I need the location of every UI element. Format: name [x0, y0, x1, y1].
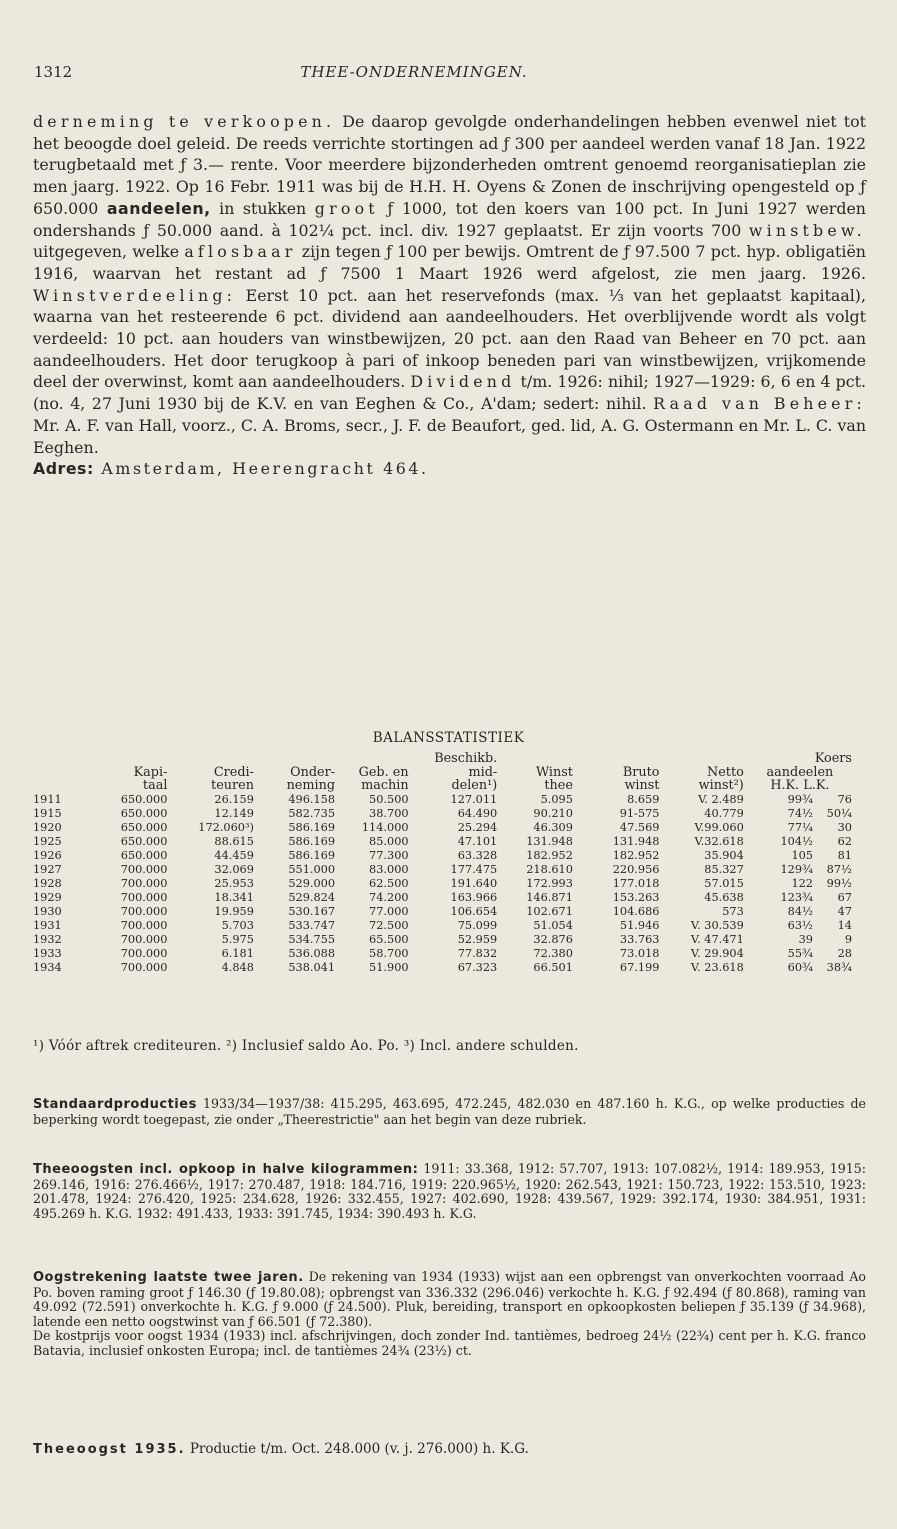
section-text: 1911: 33.368, 1912: 57.707, 1913: 107.082½, 1914: 189.953, 1915: 269.146, 1916: 276.466½, 1917: 270.487, 1918: 184.716, 1919: 220.965½, 1920: 262.543, 1921: 150.723, 1922: 153.510, 1923: 201.478, 1924: 276.420, 1925: 234.628, 1926: 332.455, 1927: 402.690, 1928: 439.567, 1929: 392.174, 1930: 384.951, 1931: 495.269 h. K.G. 1932: 491.433, 1933: 391.745, 1934: 390.493 h. K.G.: [33, 1161, 866, 1221]
table-cell: 73.018: [619, 946, 660, 960]
section-label: Standaardproducties: [33, 1097, 197, 1112]
table-cell: 172.060³): [198, 820, 254, 834]
col-beschikbaar: Beschikb. mid- delen¹): [434, 751, 498, 793]
table-row: [33, 919, 856, 933]
table-cell: 74½: [787, 806, 813, 820]
table-cell: 64.490: [457, 806, 498, 820]
table-row: [33, 877, 856, 891]
table-cell: 55¾: [787, 946, 813, 960]
balance-statistics-title: BALANSSTATISTIEK: [372, 730, 525, 746]
table-cell: 58.700: [369, 946, 409, 960]
table-cell: 551.000: [288, 862, 336, 876]
table-footnote: ¹) Vóór aftrek crediteuren. ²) Inclusief saldo Ao. Po. ³) Incl. andere schulden.: [33, 1038, 579, 1054]
table-cell: 8.659: [627, 792, 660, 806]
table-cell: 131.948: [526, 834, 573, 848]
col-netto-winst: Netto winst²): [698, 764, 744, 793]
table-cell: 122: [791, 876, 813, 890]
section-text: 1933/34—1937/38: 415.295, 463.695, 472.245, 482.030 en 487.160 h. K.G., op welke producties de beperking wordt toegepast, zie onder „Theerestrictie" aan het begin van deze rubriek.: [33, 1096, 866, 1127]
table-cell: 182.952: [526, 848, 573, 862]
table-cell: 47.101: [457, 834, 498, 848]
table-row: [33, 947, 856, 961]
table-cell: 1925: [33, 834, 62, 848]
table-cell: 538.041: [288, 960, 336, 974]
table-cell: 573: [722, 904, 744, 918]
col-koers: Koers aandeelen H.K. L.K.: [766, 751, 852, 793]
text-run: Eerst 10 pct. aan het reservefonds (max. ⅓ van het geplaatst kapitaal), waarna van het resteerende 6 pct. dividend aan aandeelhouders. Het overblijvende wordt als volgt verdeeld: 10 pct. aan houders van winstbewijzen, 20 pct. aan den Raad van Beheer en 70 pct. aan aandeelhouders. Het door terugkoop à pari of inkoop beneden pari van winstbewijzen, vrijkomende deel der overwinst, komt aan aandeelhouders.: [33, 285, 866, 392]
table-cell: 650.000: [120, 834, 168, 848]
table-cell: 62.500: [369, 876, 409, 890]
table-cell: 1933: [33, 946, 62, 960]
table-cell: 530.167: [288, 904, 336, 918]
table-row: [33, 933, 856, 947]
table-cell: 586.169: [288, 848, 336, 862]
text-run: zijn tegen ƒ 100 per bewijs. Omtrent de ƒ 97.500 7 pct. hyp. obligatiën 1916, waarvan het restant ad ƒ 7500 1 Maart 1926 werd afgelost, zie men jaarg. 1926.: [33, 242, 866, 283]
running-title: THEE-ONDERNEMINGEN.: [300, 63, 528, 81]
table-cell: 1911: [33, 792, 62, 806]
table-cell: 5.703: [221, 918, 254, 932]
table-cell: 45.638: [704, 890, 744, 904]
table-cell: 700.000: [120, 904, 168, 918]
table-cell: 32.876: [533, 932, 573, 946]
table-cell: 76: [837, 792, 852, 806]
table-cell: 700.000: [120, 890, 168, 904]
table-cell: 51.054: [533, 918, 573, 932]
table-cell: 182.952: [612, 848, 660, 862]
address-label: Adres:: [33, 459, 94, 479]
table-cell: 77.832: [457, 946, 498, 960]
text-run: De daarop gevolgde onderhandelingen hebben evenwel niet tot het beoogde doel geleid. De reeds verrichte stortingen ad ƒ 300 per aandeel werden vanaf 18 Jan. 1922 terugbetaald met ƒ 3.— rente. Voor meerdere bijzonderheden omtrent genoemd reorganisatieplan zie men jaarg. 1922. Op 16 Febr. 1911 was bij de H.H. H. Oyens & Zonen de inschrijving opengesteld op ƒ 650.000: [33, 112, 867, 218]
table-cell: 12.149: [214, 806, 254, 820]
table-cell: 1929: [33, 890, 62, 904]
table-row: [33, 807, 856, 821]
table-row: [33, 793, 856, 807]
table-cell: 83.000: [369, 862, 409, 876]
table-cell: 700.000: [120, 876, 168, 890]
table-cell: 14: [837, 918, 852, 932]
table-cell: 51.946: [619, 918, 660, 932]
table-cell: 1915: [33, 806, 62, 820]
spaced-text: winstbew.: [748, 220, 866, 240]
table-cell: 74.200: [369, 890, 409, 904]
table-cell: 5.095: [540, 792, 573, 806]
address-line: [33, 458, 866, 480]
table-cell: 72.500: [369, 918, 409, 932]
text-run: uitgegeven, welke: [33, 242, 185, 262]
table-cell: 650.000: [120, 806, 168, 820]
table-row: [33, 821, 856, 835]
table-cell: 1920: [33, 820, 62, 834]
table-cell: V. 23.618: [690, 960, 744, 974]
col-kapitaal: Kapi- taal: [133, 764, 168, 793]
table-cell: 50¼: [826, 806, 852, 820]
table-cell: 67.323: [457, 960, 498, 974]
table-cell: 67.199: [619, 960, 660, 974]
table-cell: 4.848: [221, 960, 254, 974]
table-cell: 534.755: [288, 932, 336, 946]
spaced-text: Dividend: [410, 372, 516, 392]
col-onderneming: Onder- neming: [286, 764, 336, 793]
table-cell: 25.294: [457, 820, 498, 834]
table-cell: 19.959: [214, 904, 254, 918]
table-cell: 51.900: [369, 960, 409, 974]
table-cell: 67: [837, 890, 852, 904]
table-cell: 25.953: [214, 876, 254, 890]
table-cell: 28: [837, 946, 852, 960]
section-label: Theeoogsten incl. opkoop in halve kilogrammen:: [33, 1162, 419, 1177]
table-body: [33, 793, 856, 975]
table-cell: 50.500: [369, 792, 409, 806]
table-cell: 1931: [33, 918, 62, 932]
description-paragraph: [33, 111, 866, 458]
table-cell: 47: [837, 904, 852, 918]
table-cell: V.32.618: [694, 834, 744, 848]
table-row: [33, 961, 856, 975]
text-run: ƒ 1000, tot den koers van 100 pct. In Juni 1927 werden ondershands ƒ 50.000 aand. à 102¼ pct. incl. div. 1927 geplaatst. Er zijn voorts 700: [33, 198, 866, 240]
table-cell: 5.975: [221, 932, 254, 946]
table-cell: 582.735: [288, 806, 336, 820]
table-cell: 38.700: [369, 806, 409, 820]
standard-productions-section: [33, 1097, 866, 1127]
section-label: Theeoogst 1935.: [33, 1442, 186, 1457]
table-cell: 529.824: [288, 890, 336, 904]
table-cell: 177.018: [612, 876, 660, 890]
table-cell: 6.181: [221, 946, 254, 960]
balance-statistics-table: [33, 752, 856, 975]
table-cell: 104.686: [612, 904, 660, 918]
table-cell: 90.210: [533, 806, 573, 820]
table-cell: 62: [837, 834, 852, 848]
table-cell: 65.500: [369, 932, 409, 946]
table-cell: V. 2.489: [698, 792, 744, 806]
table-cell: 123¾: [780, 890, 813, 904]
table-cell: 57.015: [704, 876, 744, 890]
table-cell: 84½: [787, 904, 813, 918]
table-cell: 9: [844, 932, 852, 946]
tea-harvests-section: [33, 1162, 866, 1221]
table-cell: 75.099: [457, 918, 498, 932]
table-cell: 700.000: [120, 960, 168, 974]
table-cell: 32.069: [214, 862, 254, 876]
table-cell: 153.263: [612, 890, 660, 904]
table-cell: 586.169: [288, 820, 336, 834]
table-cell: 131.948: [612, 834, 660, 848]
col-gebouwen: Geb. en machin: [358, 764, 409, 793]
table-cell: 700.000: [120, 946, 168, 960]
bold-keyword: aandeelen,: [106, 198, 211, 218]
text-run: Mr. A. F. van Hall, voorz., C. A. Broms, secr., J. F. de Beaufort, ged. lid, A. G. Ostermann en Mr. L. C. van Eeghen.: [33, 415, 866, 457]
page-header: [34, 63, 864, 85]
section-text-2: De kostprijs voor oogst 1934 (1933) incl. afschrijvingen, doch zonder Ind. tantièmes, bedroeg 24½ (22¾) cent per h. K.G. franco Batavia, inclusief onkosten Europa; incl. de tantièmes 24¾ (23½) ct.: [33, 1328, 866, 1358]
table-cell: 85.000: [369, 834, 409, 848]
table-cell: 26.159: [214, 792, 254, 806]
table-cell: 177.475: [450, 862, 498, 876]
table-cell: 106.654: [450, 904, 498, 918]
table-cell: 220.956: [612, 862, 660, 876]
table-cell: 650.000: [120, 792, 168, 806]
table-cell: 700.000: [120, 918, 168, 932]
table-cell: 99½: [826, 876, 852, 890]
table-cell: 105: [791, 848, 813, 862]
table-cell: 114.000: [361, 820, 409, 834]
address-value: Amsterdam, Heerengracht 464.: [93, 459, 429, 479]
table-cell: V. 47.471: [690, 932, 744, 946]
table-cell: 1928: [33, 876, 62, 890]
table-cell: 1927: [33, 862, 62, 876]
table-cell: 52.959: [457, 932, 498, 946]
spaced-text: Winstverdeeling:: [33, 285, 237, 305]
table-header-row: [33, 752, 856, 793]
table-row: [33, 905, 856, 919]
table-cell: 218.610: [526, 862, 573, 876]
table-cell: 127.011: [450, 792, 498, 806]
table-cell: V. 30.539: [690, 918, 744, 932]
spaced-text: derneming te verkoopen.: [33, 112, 336, 131]
text-run: t/m. 1926: nihil; 1927—1929: 6, 6 en 4 pct. (no. 4, 27 Juni 1930 bij de K.V. en van Eeghen & Co., A'dam; sedert: nihil.: [33, 372, 866, 414]
table-cell: 1930: [33, 904, 62, 918]
table-cell: V. 29.904: [690, 946, 744, 960]
table-cell: 650.000: [120, 848, 168, 862]
table-cell: 47.569: [619, 820, 660, 834]
table-cell: 18.341: [214, 890, 254, 904]
table-cell: 85.327: [704, 862, 744, 876]
section-text: Productie t/m. Oct. 248.000 (v. j. 276.000) h. K.G.: [185, 1441, 529, 1457]
table-cell: 1934: [33, 960, 62, 974]
table-cell: 536.088: [288, 946, 336, 960]
table-cell: 102.671: [526, 904, 573, 918]
table-row: [33, 835, 856, 849]
table-row: [33, 849, 856, 863]
table-cell: 77.000: [369, 904, 409, 918]
table-cell: V.99.060: [694, 820, 744, 834]
spaced-text: aflosbaar: [184, 242, 297, 262]
section-text: De rekening van 1934 (1933) wijst aan een opbrengst van onverkochten voorraad Ao Po. boven raming groot ƒ 146.30 (ƒ 19.80.08); opbrengst van 336.332 (296.046) verkochte h. K.G. ƒ 92.494 (ƒ 80.868), raming van 49.092 (72.591) onverkochte h. K.G. ƒ 9.000 (ƒ 24.500). Pluk, bereiding, transport en opkoopkosten beliepen ƒ 35.139 (ƒ 34.968), latende een netto oogstwinst van ƒ 66.501 (ƒ 72.380).: [33, 1269, 866, 1329]
harvest-1935-section: [33, 1442, 866, 1458]
table-cell: 163.966: [450, 890, 498, 904]
table-cell: 39: [798, 932, 813, 946]
table-cell: 1932: [33, 932, 62, 946]
table-row: [33, 891, 856, 905]
table-cell: 81: [837, 848, 852, 862]
table-cell: 99¾: [787, 792, 813, 806]
harvest-account-section: [33, 1270, 866, 1359]
table-cell: 63½: [787, 918, 813, 932]
table-cell: 586.169: [288, 834, 336, 848]
page-number: 1312: [34, 63, 73, 81]
table-cell: 44.459: [214, 848, 254, 862]
col-bruto-winst: Bruto winst: [622, 764, 660, 793]
table-cell: 40.779: [704, 806, 744, 820]
spaced-text: groot: [314, 198, 379, 218]
table-cell: 650.000: [120, 820, 168, 834]
table-cell: 529.000: [288, 876, 336, 890]
table-cell: 88.615: [214, 834, 254, 848]
table-cell: 38¾: [826, 960, 852, 974]
spaced-text: Raad van Beheer:: [653, 394, 866, 414]
table-cell: 496.158: [288, 792, 336, 806]
table-cell: 77.300: [369, 848, 409, 862]
table-cell: 33.763: [619, 932, 660, 946]
table-cell: 191.640: [450, 876, 498, 890]
table-cell: 146.871: [526, 890, 573, 904]
table-cell: 104½: [780, 834, 813, 848]
col-winst-thee: Winst thee: [535, 764, 573, 793]
table-cell: 129¾: [780, 862, 813, 876]
table-cell: 35.904: [704, 848, 744, 862]
table-cell: 700.000: [120, 932, 168, 946]
company-description: [33, 111, 866, 480]
table-cell: 87½: [826, 862, 852, 876]
table-cell: 46.309: [533, 820, 573, 834]
table-row: [33, 863, 856, 877]
table-cell: 700.000: [120, 862, 168, 876]
section-label: Oogstrekening laatste twee jaren.: [33, 1270, 304, 1285]
table-cell: 533.747: [288, 918, 336, 932]
table-cell: 91-575: [619, 806, 660, 820]
table-cell: 60¾: [787, 960, 813, 974]
table-cell: 30: [837, 820, 852, 834]
table-cell: 77¼: [787, 820, 813, 834]
table-cell: 72.380: [533, 946, 573, 960]
text-run: in stukken: [210, 198, 315, 218]
table-cell: 172.993: [526, 876, 573, 890]
col-crediteuren: Credi- teuren: [211, 764, 254, 793]
table-cell: 63.328: [457, 848, 498, 862]
table-cell: 66.501: [533, 960, 573, 974]
table-cell: 1926: [33, 848, 62, 862]
